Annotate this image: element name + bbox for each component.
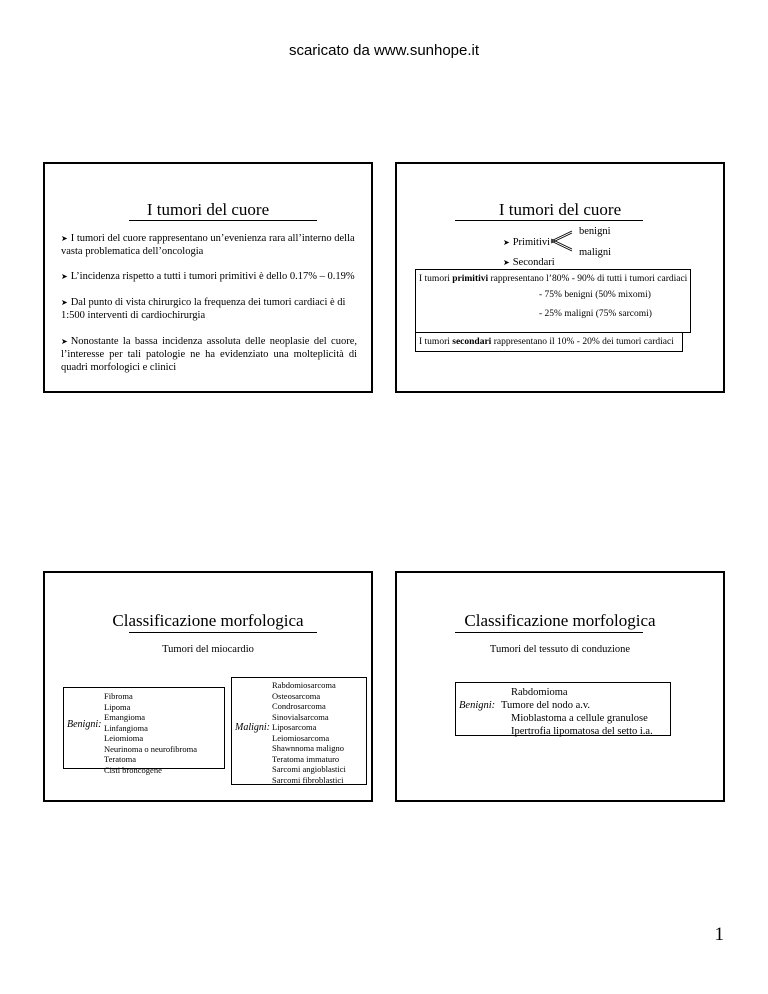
- list-item: Fibroma: [104, 691, 133, 701]
- benigni-box: [455, 682, 671, 736]
- slide-title: I tumori del cuore: [146, 200, 270, 219]
- list-item: Teratoma: [104, 754, 136, 764]
- list-item: Condrosarcoma: [272, 701, 326, 711]
- slide-1: [43, 162, 373, 393]
- list-item: Lipoma: [104, 701, 131, 712]
- benigni-label: benigni: [579, 226, 611, 237]
- benigni-label: Benigni:: [67, 719, 102, 730]
- slide-title: I tumori del cuore: [498, 200, 622, 219]
- bullet-2: ➤ L’incidenza rispetto a tutti i tumori primitivi è dello 0.17% – 0.19%: [61, 271, 355, 282]
- list-item: Linfangioma: [104, 722, 148, 733]
- list-item: Leiomioma: [104, 733, 144, 743]
- benigni-label: Benigni:: [459, 700, 496, 711]
- maligni-list: [272, 680, 346, 785]
- maligni-percent: - 25% maligni (75% sarcomi): [539, 309, 652, 319]
- list-item: Shawnnoma maligno: [272, 743, 345, 753]
- title-rule: [455, 220, 643, 221]
- secondari-box: I tumori secondari rappresentano il 10% - 20% dei tumori cardiaci: [415, 332, 683, 352]
- list-item: Teratoma immaturo: [272, 753, 340, 764]
- list-item: Tumore del nodo a.v.: [501, 700, 591, 711]
- slide-subtitle: Tumori del tessuto di conduzione: [489, 644, 631, 655]
- primitivi-sentence: I tumori primitivi rappresentano l’80% - 90% di tutti i tumori cardiaci: [419, 274, 688, 284]
- bullet-arrow-icon: ➤: [61, 234, 68, 243]
- list-item: Leiomiosarcoma: [272, 732, 330, 743]
- maligni-box: [231, 677, 367, 785]
- slide-4: [395, 571, 725, 802]
- bullet-4: ➤ Nonostante la bassa incidenza assoluta delle neoplasie del cuore, l’interesse per tali patologie ne ha evidenziato una molteplicità di quadri morfologici e clinici: [61, 336, 357, 373]
- bullet-arrow-icon: ➤: [61, 272, 68, 281]
- benigni-list: [104, 691, 197, 775]
- primitivi-box: [415, 269, 691, 333]
- bullet-3: ➤ Dal punto di vista chirurgico la frequenza dei tumori cardiaci è di 1:500 interventi di cardiochirurgia: [61, 297, 346, 321]
- slide-title: Classificazione morfologica: [112, 611, 304, 630]
- page-number: 1: [714, 924, 724, 945]
- bullet-arrow-icon: ➤: [61, 337, 68, 346]
- benigni-list: [501, 686, 653, 738]
- title-rule: [129, 220, 317, 221]
- bullet-arrow-icon: ➤: [61, 298, 68, 307]
- slide-2: [395, 162, 725, 393]
- list-item: Emangioma: [104, 712, 146, 722]
- bullet-arrow-icon: ➤: [503, 258, 510, 267]
- list-item: Ipertrofia lipomatosa del setto i.a.: [511, 726, 653, 737]
- secondari-item: ➤ Secondari: [503, 257, 555, 268]
- list-item: Mioblastoma a cellule granulose: [511, 713, 648, 724]
- list-item: Sarcomi fibroblastici: [272, 774, 344, 785]
- slide-3: [43, 571, 373, 802]
- list-item: Liposarcoma: [272, 722, 317, 732]
- primitivi-item: ➤ Primitivi: [503, 237, 551, 248]
- maligni-label: maligni: [579, 247, 612, 258]
- list-item: Osteosarcoma: [272, 690, 321, 701]
- slide-subtitle: Tumori del miocardio: [162, 644, 254, 655]
- maligni-label: Maligni:: [235, 722, 270, 733]
- branch-arrows-icon: [549, 228, 575, 254]
- list-item: Rabdomiosarcoma: [272, 680, 336, 690]
- list-item: Rabdomioma: [511, 687, 568, 698]
- list-item: Cisti broncogene: [104, 764, 162, 775]
- bullet-1: ➤ I tumori del cuore rappresentano un’evenienza rara all’interno della vasta problematica dell’oncologia: [61, 233, 355, 257]
- list-item: Neurinoma o neurofibroma: [104, 743, 197, 754]
- title-rule: [455, 632, 643, 633]
- title-rule: [129, 632, 317, 633]
- slide-title: Classificazione morfologica: [464, 611, 656, 630]
- page-header: scaricato da www.sunhope.it: [288, 42, 480, 59]
- list-item: Sinovialsarcoma: [272, 711, 329, 722]
- list-item: Sarcomi angioblastici: [272, 764, 346, 774]
- benigni-percent: - 75% benigni (50% mixomi): [539, 290, 651, 300]
- benigni-box: [63, 687, 225, 775]
- bullet-arrow-icon: ➤: [503, 238, 510, 247]
